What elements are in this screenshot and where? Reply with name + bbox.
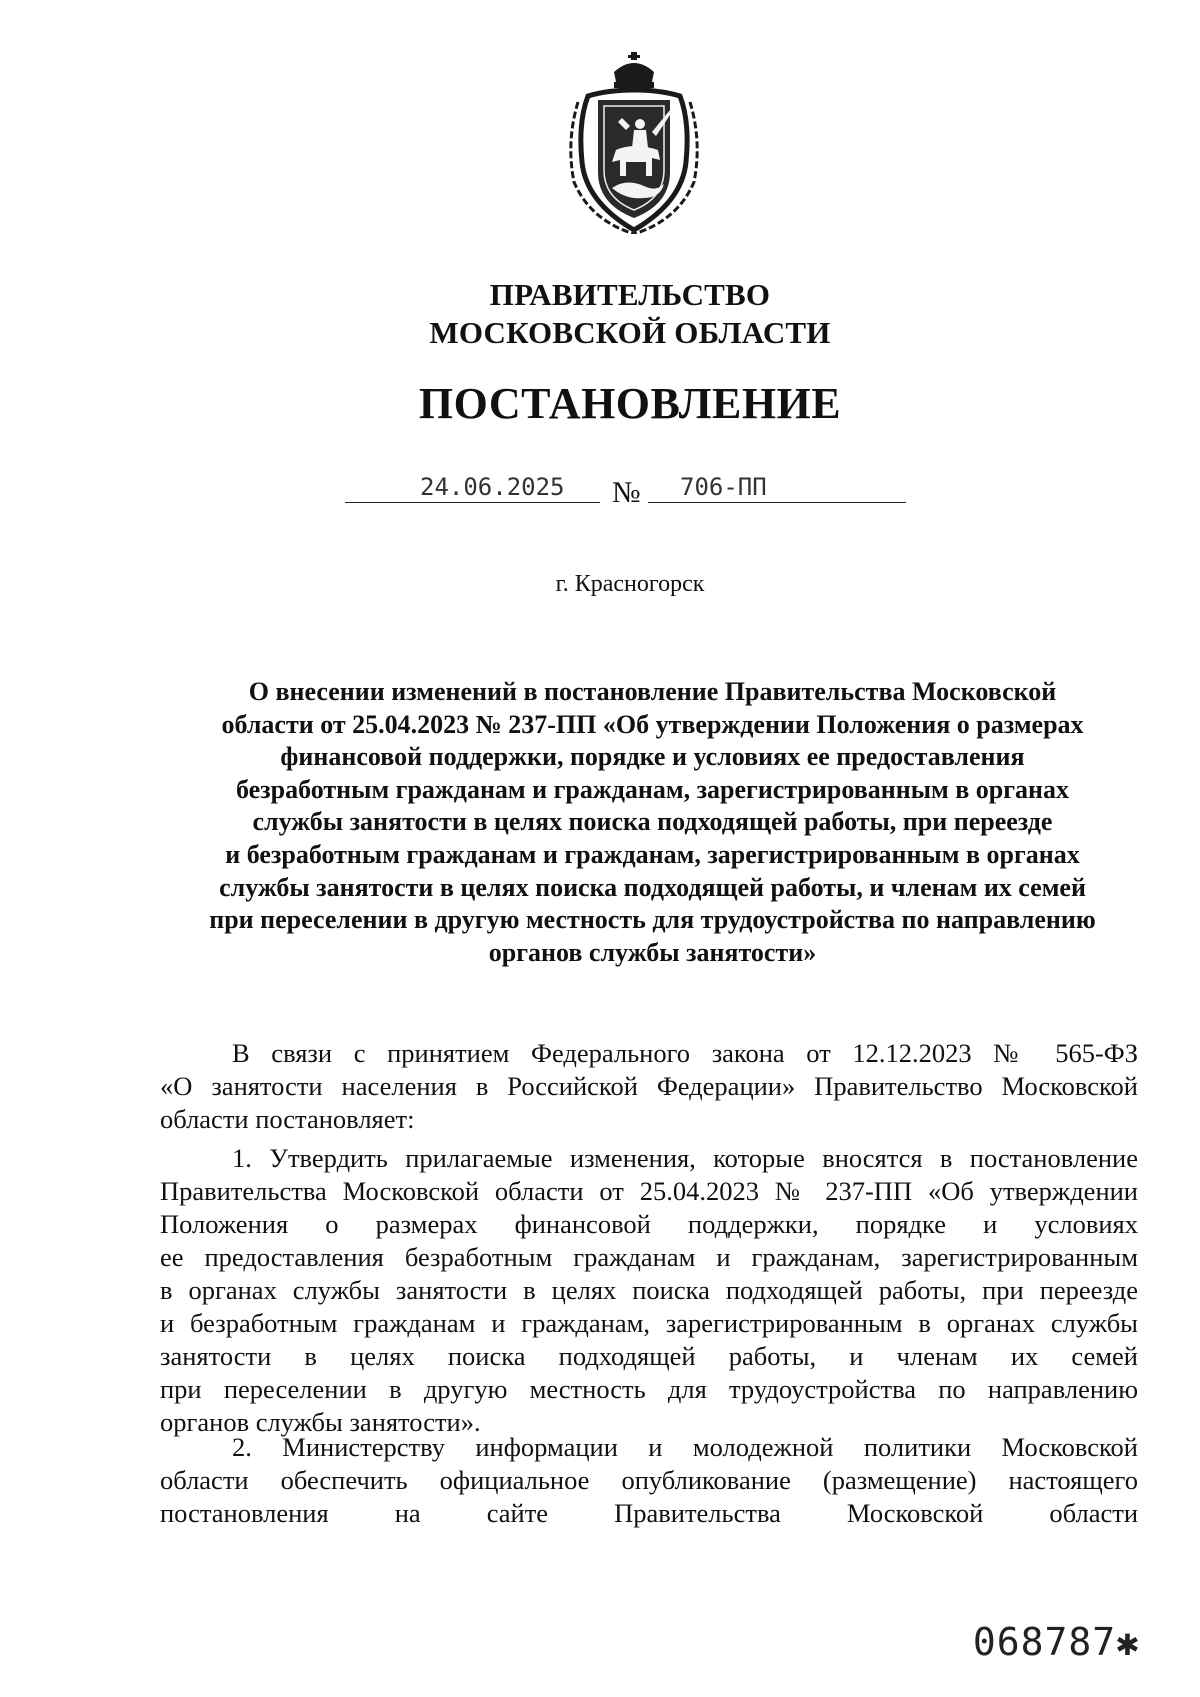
text-line: «О занятости населения в Российской Федерации» Правительство Московской [160, 1071, 1138, 1101]
organization-name-line2: МОСКОВСКОЙ ОБЛАСТИ [429, 315, 831, 350]
subject-line: финансовой поддержки, порядке и условиях ее предоставления [280, 742, 1025, 772]
document-date: 24.06.2025 [420, 473, 565, 501]
document-type-title: ПОСТАНОВЛЕНИЕ [418, 379, 842, 428]
subject-line: О внесении изменений в постановление Правительства Московской [248, 677, 1057, 706]
number-underline [648, 502, 906, 503]
text-line: органов службы занятости». [160, 1407, 481, 1437]
text-line: Правительства Московской области от 25.04.2023 № 237-ПП «Об утверждении [160, 1176, 1138, 1206]
document-city: г. Красногорск [555, 571, 705, 597]
number-sign: № [612, 476, 641, 509]
document-serial-number: 068787✱ [972, 1620, 1140, 1664]
text-line: при переселении в другую местность для трудоустройства по направлению [160, 1374, 1138, 1404]
text-line: В связи с принятием Федерального закона от 12.12.2023 № 565-ФЗ [232, 1038, 1138, 1068]
date-number-row [0, 468, 1200, 508]
text-line: занятости в целях поиска подходящей работы, и членам их семей [160, 1341, 1138, 1371]
subject-line: и безработным гражданам и гражданам, зарегистрированным в органах [225, 839, 1080, 869]
text-line: ее предоставления безработным гражданам и гражданам, зарегистрированным [160, 1242, 1138, 1272]
text-line: 2. Министерству информации и молодежной политики Московской [232, 1432, 1138, 1462]
text-line: и безработным гражданам и гражданам, зарегистрированным в органах службы [160, 1308, 1138, 1338]
subject-line: службы занятости в целях поиска подходящей работы, и членам их семей [219, 872, 1086, 902]
document-subject [165, 676, 1140, 969]
subject-line: службы занятости в целях поиска подходящей работы, при переезде [252, 807, 1053, 837]
text-line: 1. Утвердить прилагаемые изменения, которые вносятся в постановление [232, 1143, 1138, 1173]
date-underline [345, 502, 600, 503]
clause-1-paragraph [160, 1142, 1138, 1439]
clause-2-paragraph [160, 1431, 1138, 1530]
subject-line: при переселении в другую местность для трудоустройства по направлению [209, 905, 1096, 935]
subject-line: безработным гражданам и гражданам, зарегистрированным в органах [235, 774, 1069, 804]
subject-line: области от 25.04.2023 № 237-ПП «Об утверждении Положения о размерах [221, 709, 1084, 739]
text-line: области обеспечить официальное опубликование (размещение) настоящего [160, 1465, 1138, 1495]
preamble-paragraph [160, 1037, 1138, 1136]
organization-name-line1: ПРАВИТЕЛЬСТВО [489, 277, 771, 312]
text-line: постановления на сайте Правительства Московской области [160, 1498, 1138, 1528]
text-line: области постановляет: [160, 1104, 415, 1134]
text-line: в органах службы занятости в целях поиска подходящей работы, при переезде [160, 1275, 1138, 1305]
document-number: 706-ПП [680, 473, 767, 501]
text-line: Положения о размерах финансовой поддержки, порядке и условиях [160, 1209, 1138, 1239]
moscow-oblast-coat-of-arms-icon [560, 52, 708, 234]
subject-line: органов службы занятости» [488, 937, 817, 967]
